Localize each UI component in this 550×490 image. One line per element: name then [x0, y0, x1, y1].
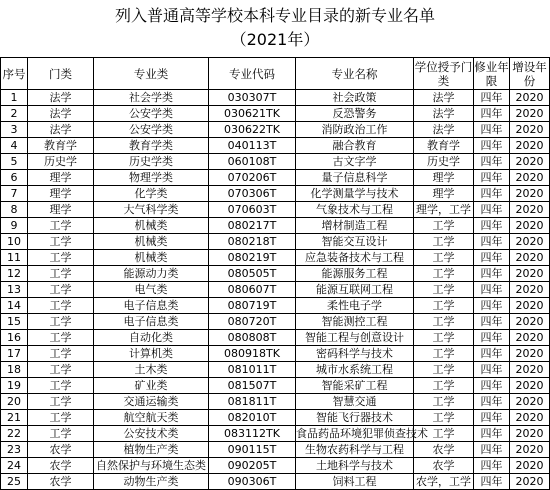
cell-major-name: 智慧交通	[296, 394, 414, 410]
cell-duration: 四年	[474, 186, 510, 202]
table-row	[1, 474, 550, 490]
cell-major-name: 智能采矿工程	[296, 378, 414, 394]
cell-duration: 四年	[474, 90, 510, 106]
table-row	[1, 234, 550, 250]
cell-major-class: 动物生产类	[94, 474, 209, 490]
cell-degree-category: 工学	[414, 378, 474, 394]
cell-index: 17	[1, 346, 28, 362]
table-row	[1, 202, 550, 218]
cell-major-class: 公安技术类	[94, 426, 209, 442]
cell-major-code: 080918TK	[209, 346, 296, 362]
cell-category: 工学	[28, 394, 94, 410]
cell-year-added: 2020	[510, 250, 550, 266]
cell-duration: 四年	[474, 122, 510, 138]
cell-year-added: 2020	[510, 234, 550, 250]
cell-major-code: 060108T	[209, 154, 296, 170]
cell-index: 19	[1, 378, 28, 394]
cell-year-added: 2020	[510, 154, 550, 170]
cell-major-name: 应急装备技术与工程	[296, 250, 414, 266]
cell-category: 工学	[28, 426, 94, 442]
cell-category: 理学	[28, 170, 94, 186]
cell-index: 23	[1, 442, 28, 458]
cell-duration: 四年	[474, 266, 510, 282]
cell-category: 理学	[28, 202, 94, 218]
cell-major-code: 081811T	[209, 394, 296, 410]
cell-major-code: 080219T	[209, 250, 296, 266]
cell-category: 工学	[28, 266, 94, 282]
col-header-year-added: 增设年份	[510, 58, 550, 90]
cell-duration: 四年	[474, 234, 510, 250]
table-row	[1, 410, 550, 426]
cell-index: 9	[1, 218, 28, 234]
cell-major-class: 自动化类	[94, 330, 209, 346]
cell-category: 理学	[28, 186, 94, 202]
table-row	[1, 90, 550, 106]
cell-major-name: 智能测控工程	[296, 314, 414, 330]
cell-major-class: 机械类	[94, 250, 209, 266]
table-row	[1, 394, 550, 410]
cell-index: 5	[1, 154, 28, 170]
page-subtitle-year: （2021年）	[230, 30, 320, 49]
cell-year-added: 2020	[510, 298, 550, 314]
cell-index: 25	[1, 474, 28, 490]
table-row	[1, 330, 550, 346]
cell-major-class: 历史学类	[94, 154, 209, 170]
cell-major-class: 电子信息类	[94, 314, 209, 330]
cell-major-class: 交通运输类	[94, 394, 209, 410]
cell-category: 工学	[28, 282, 94, 298]
cell-category: 工学	[28, 218, 94, 234]
cell-degree-category: 工学	[414, 266, 474, 282]
cell-major-class: 电子信息类	[94, 298, 209, 314]
cell-major-code: 080217T	[209, 218, 296, 234]
cell-category: 工学	[28, 362, 94, 378]
cell-major-class: 机械类	[94, 234, 209, 250]
cell-duration: 四年	[474, 138, 510, 154]
cell-major-name: 城市水系统工程	[296, 362, 414, 378]
cell-major-code: 080720T	[209, 314, 296, 330]
cell-major-code: 090306T	[209, 474, 296, 490]
cell-degree-category: 法学	[414, 90, 474, 106]
col-header-major-class: 专业类	[94, 58, 209, 90]
title-block	[0, 0, 550, 58]
cell-duration: 四年	[474, 282, 510, 298]
cell-degree-category: 工学	[414, 234, 474, 250]
table-row	[1, 170, 550, 186]
cell-year-added: 2020	[510, 218, 550, 234]
cell-index: 18	[1, 362, 28, 378]
cell-major-code: 070306T	[209, 186, 296, 202]
cell-degree-category: 理学	[414, 186, 474, 202]
cell-index: 6	[1, 170, 28, 186]
cell-duration: 四年	[474, 106, 510, 122]
cell-major-class: 机械类	[94, 218, 209, 234]
cell-year-added: 2020	[510, 282, 550, 298]
cell-index: 4	[1, 138, 28, 154]
cell-year-added: 2020	[510, 458, 550, 474]
cell-category: 农学	[28, 442, 94, 458]
cell-duration: 四年	[474, 250, 510, 266]
cell-index: 11	[1, 250, 28, 266]
cell-major-code: 080808T	[209, 330, 296, 346]
cell-index: 16	[1, 330, 28, 346]
cell-index: 20	[1, 394, 28, 410]
cell-major-name: 土地科学与技术	[296, 458, 414, 474]
col-header-major-code: 专业代码	[209, 58, 296, 90]
table-header-row	[1, 58, 550, 90]
cell-degree-category: 工学	[414, 298, 474, 314]
cell-duration: 四年	[474, 298, 510, 314]
cell-year-added: 2020	[510, 266, 550, 282]
cell-category: 工学	[28, 330, 94, 346]
cell-major-name: 增材制造工程	[296, 218, 414, 234]
cell-major-name: 能源互联网工程	[296, 282, 414, 298]
cell-major-class: 植物生产类	[94, 442, 209, 458]
cell-major-class: 化学类	[94, 186, 209, 202]
cell-year-added: 2020	[510, 362, 550, 378]
cell-degree-category: 教育学	[414, 138, 474, 154]
cell-degree-category: 工学	[414, 410, 474, 426]
cell-year-added: 2020	[510, 394, 550, 410]
table-row	[1, 362, 550, 378]
cell-major-name: 融合教育	[296, 138, 414, 154]
cell-major-code: 081011T	[209, 362, 296, 378]
cell-major-code: 080719T	[209, 298, 296, 314]
cell-category: 法学	[28, 106, 94, 122]
table-row	[1, 426, 550, 442]
cell-major-name: 社会政策	[296, 90, 414, 106]
cell-degree-category: 工学	[414, 346, 474, 362]
cell-major-class: 教育学类	[94, 138, 209, 154]
table-row	[1, 186, 550, 202]
cell-degree-category: 工学	[414, 218, 474, 234]
cell-duration: 四年	[474, 202, 510, 218]
table-row	[1, 378, 550, 394]
major-catalog-table	[0, 57, 550, 490]
cell-degree-category: 工学	[414, 250, 474, 266]
cell-degree-category: 工学	[414, 314, 474, 330]
cell-year-added: 2020	[510, 426, 550, 442]
cell-category: 工学	[28, 410, 94, 426]
table-row	[1, 314, 550, 330]
cell-category: 工学	[28, 378, 94, 394]
cell-duration: 四年	[474, 442, 510, 458]
table-row	[1, 442, 550, 458]
cell-year-added: 2020	[510, 90, 550, 106]
cell-major-name: 智能飞行器技术	[296, 410, 414, 426]
cell-degree-category: 理学	[414, 170, 474, 186]
cell-major-name: 柔性电子学	[296, 298, 414, 314]
cell-category: 法学	[28, 122, 94, 138]
cell-duration: 四年	[474, 362, 510, 378]
cell-major-code: 070206T	[209, 170, 296, 186]
table-row	[1, 106, 550, 122]
cell-category: 教育学	[28, 138, 94, 154]
cell-index: 3	[1, 122, 28, 138]
col-header-category: 门类	[28, 58, 94, 90]
cell-duration: 四年	[474, 314, 510, 330]
cell-major-code: 080218T	[209, 234, 296, 250]
cell-index: 2	[1, 106, 28, 122]
cell-index: 12	[1, 266, 28, 282]
table-row	[1, 154, 550, 170]
cell-year-added: 2020	[510, 346, 550, 362]
cell-year-added: 2020	[510, 202, 550, 218]
cell-major-code: 070603T	[209, 202, 296, 218]
cell-major-code: 082010T	[209, 410, 296, 426]
cell-major-name: 食品药品环境犯罪侦查技术	[296, 427, 428, 440]
cell-index: 22	[1, 426, 28, 442]
cell-degree-category: 工学	[414, 362, 474, 378]
cell-year-added: 2020	[510, 378, 550, 394]
cell-index: 8	[1, 202, 28, 218]
cell-degree-category: 农学	[414, 458, 474, 474]
cell-major-class: 公安学类	[94, 122, 209, 138]
cell-major-class: 航空航天类	[94, 410, 209, 426]
cell-index: 1	[1, 90, 28, 106]
cell-year-added: 2020	[510, 170, 550, 186]
cell-index: 21	[1, 410, 28, 426]
cell-category: 历史学	[28, 154, 94, 170]
cell-index: 15	[1, 314, 28, 330]
cell-major-name: 古文字学	[296, 154, 414, 170]
cell-index: 24	[1, 458, 28, 474]
cell-category: 农学	[28, 458, 94, 474]
cell-category: 工学	[28, 250, 94, 266]
cell-category: 工学	[28, 346, 94, 362]
cell-degree-category: 工学	[414, 426, 474, 442]
cell-duration: 四年	[474, 426, 510, 442]
cell-degree-category: 工学	[414, 282, 474, 298]
table-row	[1, 346, 550, 362]
table-row	[1, 266, 550, 282]
cell-index: 7	[1, 186, 28, 202]
col-header-index: 序号	[1, 58, 28, 90]
cell-category: 工学	[28, 234, 94, 250]
cell-index: 13	[1, 282, 28, 298]
cell-duration: 四年	[474, 474, 510, 490]
cell-major-name: 生物农药科学与工程	[296, 442, 414, 458]
cell-major-name: 反恐警务	[296, 106, 414, 122]
cell-major-code: 081507T	[209, 378, 296, 394]
cell-major-code: 083112TK	[209, 426, 296, 442]
cell-year-added: 2020	[510, 122, 550, 138]
table-row	[1, 458, 550, 474]
cell-duration: 四年	[474, 330, 510, 346]
cell-degree-category: 历史学	[414, 154, 474, 170]
cell-year-added: 2020	[510, 138, 550, 154]
cell-year-added: 2020	[510, 314, 550, 330]
cell-major-name: 化学测量学与技术	[296, 186, 414, 202]
cell-major-code: 080505T	[209, 266, 296, 282]
cell-major-code: 030621TK	[209, 106, 296, 122]
table-row	[1, 282, 550, 298]
cell-index: 14	[1, 298, 28, 314]
cell-year-added: 2020	[510, 330, 550, 346]
cell-major-class: 物理学类	[94, 170, 209, 186]
cell-major-name: 智能交互设计	[296, 234, 414, 250]
cell-degree-category: 工学	[414, 330, 474, 346]
cell-year-added: 2020	[510, 106, 550, 122]
cell-year-added: 2020	[510, 410, 550, 426]
col-header-duration: 修业年限	[474, 59, 509, 88]
cell-duration: 四年	[474, 154, 510, 170]
cell-major-class: 大气科学类	[94, 202, 209, 218]
cell-major-name: 消防政治工作	[296, 122, 414, 138]
cell-major-name: 能源服务工程	[296, 266, 414, 282]
cell-major-name: 密码科学与技术	[296, 346, 414, 362]
cell-year-added: 2020	[510, 442, 550, 458]
cell-major-code: 080607T	[209, 282, 296, 298]
cell-index: 10	[1, 234, 28, 250]
cell-category: 工学	[28, 314, 94, 330]
cell-degree-category: 法学	[414, 106, 474, 122]
cell-degree-category: 农学	[414, 442, 474, 458]
table-row	[1, 250, 550, 266]
table-row	[1, 138, 550, 154]
cell-category: 工学	[28, 298, 94, 314]
cell-major-name: 智能工程与创意设计	[296, 330, 414, 346]
page-title: 列入普通高等学校本科专业目录的新专业名单	[114, 6, 435, 25]
table-row	[1, 218, 550, 234]
table-row	[1, 298, 550, 314]
cell-duration: 四年	[474, 394, 510, 410]
cell-major-code: 030307T	[209, 90, 296, 106]
cell-duration: 四年	[474, 410, 510, 426]
cell-major-name: 饲料工程	[296, 474, 414, 490]
cell-duration: 四年	[474, 458, 510, 474]
cell-duration: 四年	[474, 218, 510, 234]
cell-major-code: 090205T	[209, 458, 296, 474]
cell-degree-category: 法学	[414, 122, 474, 138]
cell-major-code: 090115T	[209, 442, 296, 458]
cell-category: 农学	[28, 474, 94, 490]
cell-major-class: 土木类	[94, 362, 209, 378]
col-header-degree-category: 学位授予门类	[414, 59, 473, 88]
table-row	[1, 122, 550, 138]
cell-duration: 四年	[474, 170, 510, 186]
cell-major-class: 计算机类	[94, 346, 209, 362]
cell-degree-category: 工学	[414, 394, 474, 410]
cell-major-class: 能源动力类	[94, 266, 209, 282]
cell-duration: 四年	[474, 346, 510, 362]
cell-major-code: 040113T	[209, 138, 296, 154]
cell-major-code: 030622TK	[209, 122, 296, 138]
cell-major-class: 电气类	[94, 282, 209, 298]
cell-degree-category: 理学，工学	[414, 202, 474, 218]
col-header-major-name: 专业名称	[296, 58, 414, 90]
cell-major-name: 气象技术与工程	[296, 202, 414, 218]
cell-year-added: 2020	[510, 186, 550, 202]
cell-year-added: 2020	[510, 474, 550, 490]
cell-major-class: 社会学类	[94, 90, 209, 106]
cell-degree-category: 农学，工学	[414, 474, 474, 490]
cell-major-class: 自然保护与环境生态类	[94, 458, 209, 474]
cell-duration: 四年	[474, 378, 510, 394]
cell-major-class: 矿业类	[94, 378, 209, 394]
cell-major-class: 公安学类	[94, 106, 209, 122]
cell-major-name: 量子信息科学	[296, 170, 414, 186]
cell-category: 法学	[28, 90, 94, 106]
